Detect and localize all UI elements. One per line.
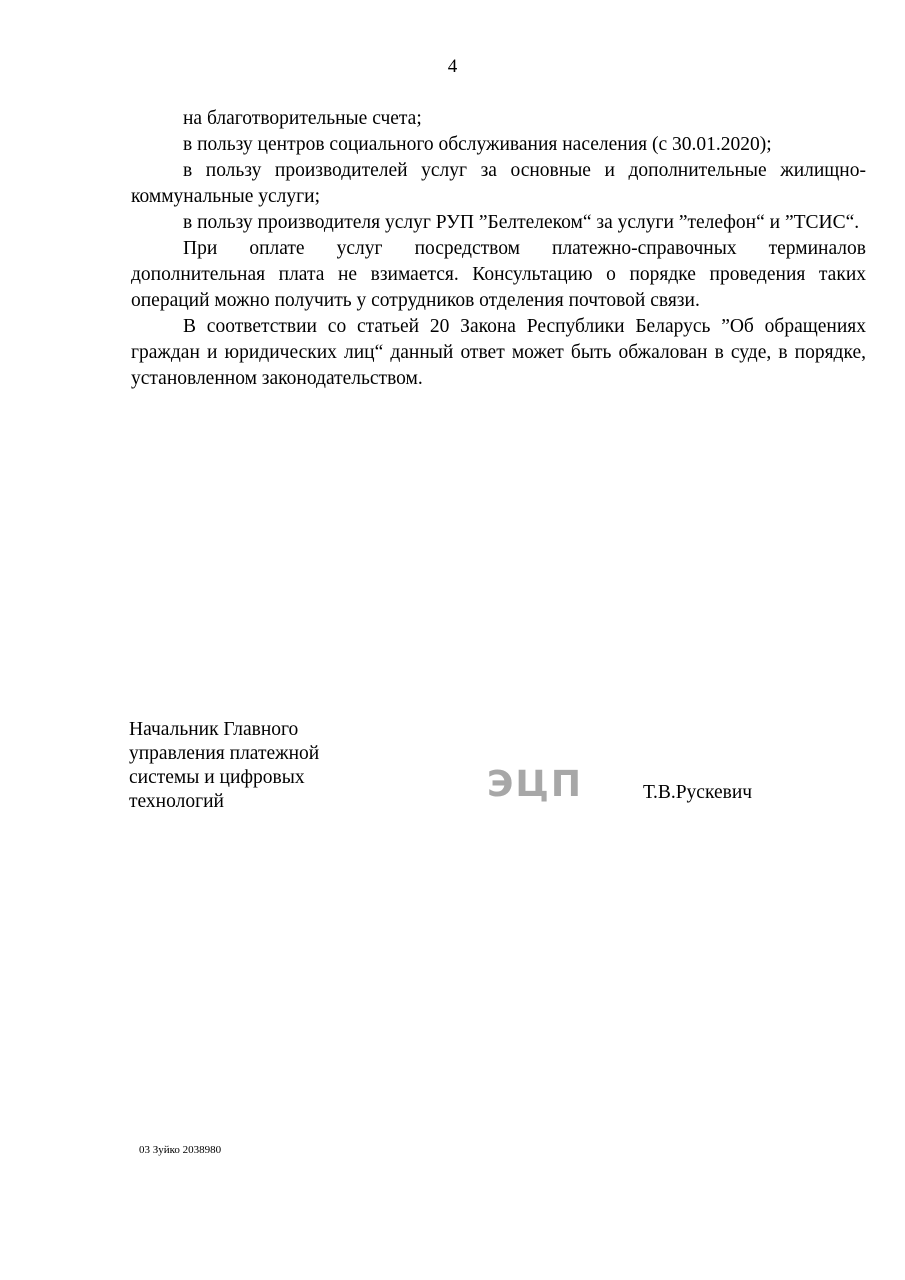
body-text bbox=[131, 106, 866, 392]
paragraph-social-centers: в пользу центров социального обслуживания населения (с 30.01.2020); bbox=[183, 134, 772, 155]
signatory-title-line: управления платежной bbox=[129, 743, 320, 764]
paragraph-beltelecom: в пользу производителя услуг РУП ”Белтелеком“ за услуги ”телефон“ и ”ТСИС“. bbox=[183, 212, 860, 233]
signatory-name: Т.В.Рускевич bbox=[643, 782, 753, 803]
paragraph-housing-services: в пользу производителей услуг за основные и дополнительные жилищно-коммунальные услуги; bbox=[131, 160, 866, 207]
signature-block bbox=[129, 718, 829, 818]
signatory-title-line: Начальник Главного bbox=[129, 719, 299, 740]
paragraph-terminals: При оплате услуг посредством платежно-справочных терминалов дополнительная плата не взимается. Консультацию о порядке проведения таких операций можно получить у сотрудников отделения почтовой связи. bbox=[131, 238, 866, 311]
page-number: 4 bbox=[447, 56, 458, 77]
ecp-stamp: ЭЦП bbox=[487, 764, 583, 805]
signatory-title-line: технологий bbox=[129, 791, 224, 812]
paragraph-appeal: В соответствии со статьей 20 Закона Республики Беларусь ”Об обращениях граждан и юридических лиц“ данный ответ может быть обжалован в суде, в порядке, установленном законодательством. bbox=[131, 316, 866, 389]
signatory-title-line: системы и цифровых bbox=[129, 767, 305, 788]
footer-note: 03 Зуйко 2038980 bbox=[139, 1144, 222, 1156]
signatory-title bbox=[129, 718, 319, 814]
paragraph-charity: на благотворительные счета; bbox=[183, 108, 422, 129]
